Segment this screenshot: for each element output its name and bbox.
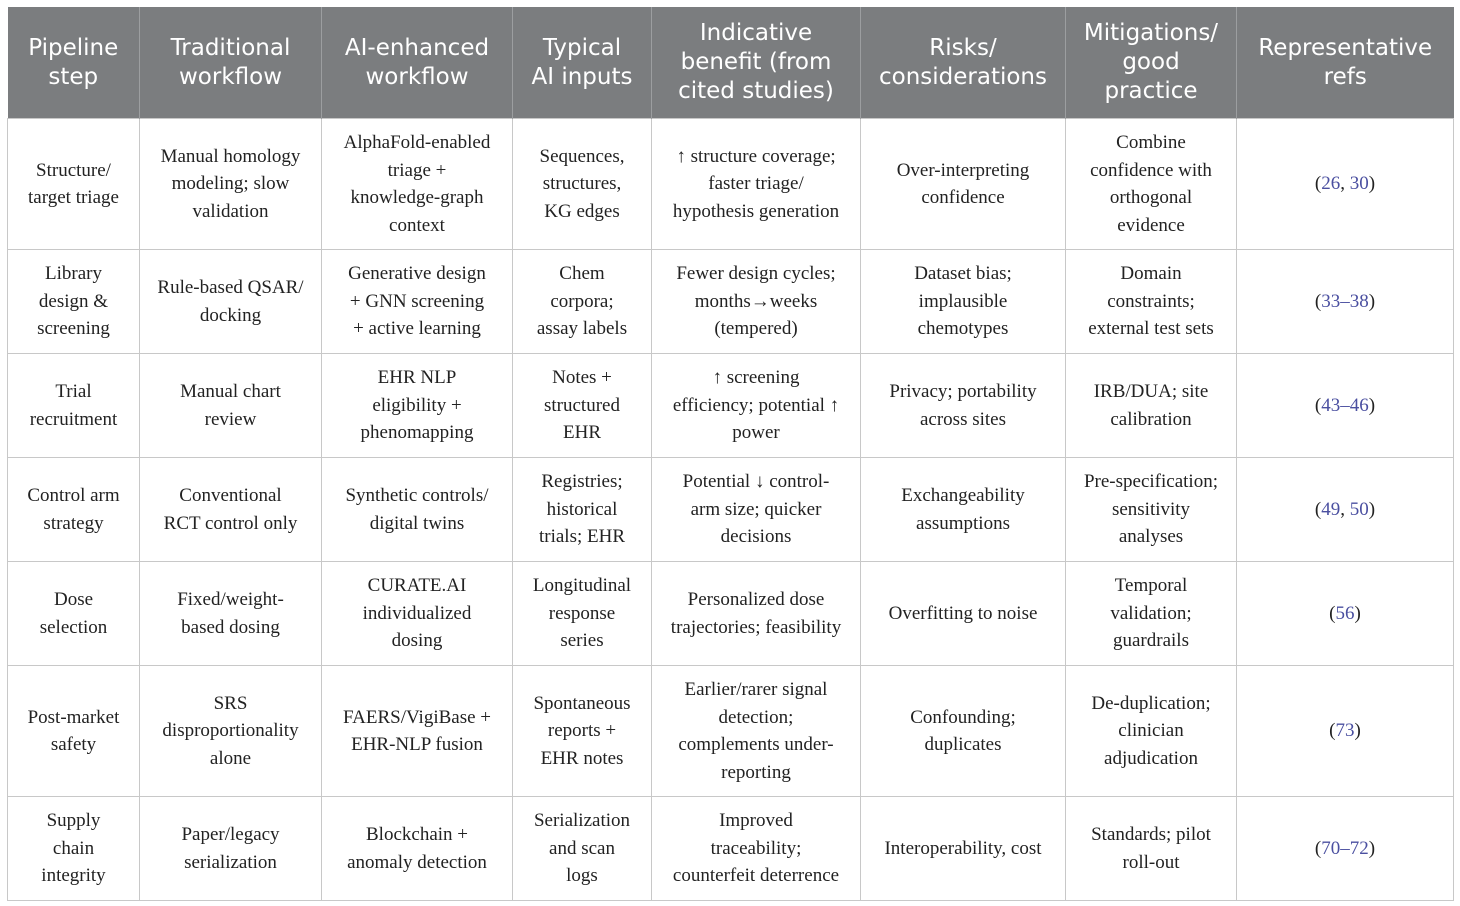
cell-line: months→weeks <box>694 290 818 312</box>
cell-line: external test sets <box>1088 318 1214 340</box>
cell-line: review <box>204 408 257 430</box>
reference-link[interactable]: 30 <box>1349 173 1369 195</box>
cell-line: + active learning <box>353 318 481 340</box>
table-cell-pipeline-step <box>8 562 140 666</box>
cell-line: structures, <box>542 173 622 195</box>
table-cell-typical-ai-inputs <box>513 666 652 797</box>
cell-line: ↑ screening <box>712 367 800 389</box>
table-cell-typical-ai-inputs <box>513 562 652 666</box>
table-cell-representative-refs <box>1237 119 1454 250</box>
reference-punctuation: ( <box>1314 290 1322 312</box>
cell-line: corpora; <box>550 290 614 312</box>
table-row <box>8 797 1454 901</box>
cell-line: KG edges <box>544 200 620 222</box>
cell-line: individualized <box>362 602 472 624</box>
cell-line: Earlier/rarer signal <box>684 679 828 700</box>
header-line: workflow <box>178 63 283 90</box>
table-row <box>8 562 1454 666</box>
cell-line: EHR notes <box>540 747 624 769</box>
table-cell-representative-refs <box>1237 458 1454 562</box>
header-line: practice <box>1104 78 1198 104</box>
reference-punctuation: , <box>1340 498 1350 520</box>
table-cell-traditional-workflow <box>140 119 322 250</box>
cell-line: Supply <box>46 810 101 832</box>
cell-line: Potential ↓ control- <box>682 471 830 493</box>
cell-line: AlphaFold-enabled <box>343 132 491 153</box>
table-row <box>8 119 1454 250</box>
cell-line: validation <box>192 200 269 222</box>
cell-line: Trial <box>55 381 92 402</box>
cell-line: Overfitting to noise <box>888 602 1038 624</box>
reference-punctuation: ) <box>1368 837 1376 859</box>
cell-line: evidence <box>1117 214 1185 236</box>
table-cell-traditional-workflow <box>140 458 322 562</box>
cell-line: CURATE.AI <box>367 575 467 597</box>
cell-line: traceability; <box>710 837 802 859</box>
cell-line: Confounding; <box>910 706 1016 728</box>
table-cell-pipeline-step <box>8 458 140 562</box>
cell-line: recruitment <box>29 408 118 430</box>
cell-line: chemotypes <box>917 318 1009 340</box>
cell-line: Exchangeability <box>901 485 1025 506</box>
cell-line: implausible <box>918 290 1008 312</box>
header-line: Risks/ <box>929 34 997 61</box>
cell-line: counterfeit deterrence <box>672 865 840 887</box>
cell-line: historical <box>546 498 618 520</box>
cell-line: Over-interpreting <box>896 159 1030 181</box>
cell-line: decisions <box>720 526 792 548</box>
cell-line: (tempered) <box>714 318 798 340</box>
cell-line: Control arm <box>27 485 120 506</box>
cell-line: complements under- <box>678 734 834 755</box>
header-line: Mitigations/ <box>1083 20 1219 46</box>
cell-line: EHR <box>563 422 601 444</box>
reference-punctuation: ) <box>1354 720 1361 742</box>
table-cell-indicative-benefit <box>652 666 861 797</box>
table-cell-indicative-benefit <box>652 354 861 458</box>
cell-line: constraints; <box>1107 290 1195 312</box>
cell-line: knowledge-graph <box>350 187 484 208</box>
column-header-risks-considerations <box>861 7 1066 119</box>
table-cell-risks-considerations <box>861 119 1066 250</box>
cell-line: Domain <box>1120 263 1182 285</box>
table-row <box>8 666 1454 797</box>
cell-line: phenomapping <box>360 422 474 444</box>
cell-line: Sequences, <box>539 145 625 167</box>
cell-line: Registries; <box>541 471 623 493</box>
cell-line: assumptions <box>916 512 1010 534</box>
header-line: cited studies) <box>678 78 834 104</box>
table-cell-traditional-workflow <box>140 666 322 797</box>
table-cell-pipeline-step <box>8 354 140 458</box>
table-cell-traditional-workflow <box>140 797 322 901</box>
cell-line: dosing <box>391 630 443 652</box>
cell-line: confidence <box>921 187 1005 208</box>
table-cell-ai-enhanced-workflow <box>322 250 513 354</box>
cell-line: Temporal <box>1114 575 1188 597</box>
cell-line: across sites <box>919 408 1006 430</box>
cell-line: Rule-based QSAR/ <box>157 277 304 298</box>
cell-line: Manual homology <box>160 145 301 167</box>
cell-line: Fewer design cycles; <box>676 263 836 285</box>
table-cell-indicative-benefit <box>652 562 861 666</box>
table-cell-risks-considerations <box>861 666 1066 797</box>
cell-line: faster triage/ <box>708 173 804 195</box>
cell-line: clinician <box>1118 720 1184 742</box>
cell-line: SRS <box>213 692 248 714</box>
cell-line: Fixed/weight- <box>177 589 284 610</box>
cell-line: roll-out <box>1122 851 1180 873</box>
cell-line: and scan <box>549 837 615 859</box>
cell-line: eligibility + <box>372 394 462 416</box>
table-cell-representative-refs <box>1237 250 1454 354</box>
column-header-typical-ai-inputs <box>513 7 652 119</box>
column-header-representative-refs <box>1237 7 1454 119</box>
cell-line: + GNN screening <box>349 290 485 312</box>
table-cell-traditional-workflow <box>140 354 322 458</box>
cell-line: Paper/legacy <box>181 824 280 845</box>
cell-line: orthogonal <box>1109 187 1193 208</box>
cell-line: Structure/ <box>36 159 111 181</box>
table-cell-mitigations-good-practice <box>1066 250 1237 354</box>
table-cell-typical-ai-inputs <box>513 458 652 562</box>
header-line: good <box>1122 49 1180 75</box>
table-cell-mitigations-good-practice <box>1066 666 1237 797</box>
cell-line: triage + <box>387 159 447 181</box>
cell-line: IRB/DUA; site <box>1093 381 1209 402</box>
cell-line: safety <box>50 734 97 755</box>
cell-line: Privacy; portability <box>889 381 1037 402</box>
cell-line: EHR NLP <box>377 367 457 389</box>
reference-link[interactable]: 43–46 <box>1321 394 1369 416</box>
cell-line: assay labels <box>536 318 628 340</box>
reference-punctuation: ) <box>1368 173 1376 195</box>
cell-line: De-duplication; <box>1091 692 1211 714</box>
reference-punctuation: ) <box>1354 602 1361 624</box>
cell-line: Dataset bias; <box>914 263 1012 285</box>
cell-line: strategy <box>43 512 104 534</box>
header-line: step <box>48 63 99 90</box>
column-header-ai-enhanced-workflow <box>322 7 513 119</box>
cell-line: Synthetic controls/ <box>345 485 489 506</box>
cell-line: duplicates <box>924 734 1002 755</box>
table-cell-mitigations-good-practice <box>1066 119 1237 250</box>
table-cell-mitigations-good-practice <box>1066 458 1237 562</box>
cell-line: disproportionality <box>162 720 299 742</box>
reference-punctuation: ( <box>1314 173 1322 195</box>
table-cell-ai-enhanced-workflow <box>322 354 513 458</box>
cell-line: docking <box>199 304 262 326</box>
cell-line: Longitudinal <box>532 575 632 597</box>
cell-line: Post-market <box>27 706 120 728</box>
table-row <box>8 250 1454 354</box>
reference-link[interactable]: 33–38 <box>1321 290 1369 312</box>
cell-line: selection <box>39 616 108 638</box>
reference-punctuation: ) <box>1368 290 1376 312</box>
table-cell-indicative-benefit <box>652 250 861 354</box>
table-cell-indicative-benefit <box>652 458 861 562</box>
reference-punctuation: ( <box>1314 837 1322 859</box>
cell-line: Chem <box>559 263 605 285</box>
cell-line: Combine <box>1116 132 1186 153</box>
cell-line: guardrails <box>1113 630 1189 652</box>
cell-line: Library <box>45 263 102 285</box>
header-line: considerations <box>878 63 1047 90</box>
reference-link[interactable]: 73 <box>1335 720 1355 742</box>
cell-line: integrity <box>41 865 106 887</box>
table-cell-indicative-benefit <box>652 797 861 901</box>
reference-punctuation: ( <box>1314 394 1322 416</box>
cell-line: reporting <box>721 761 791 783</box>
table-cell-ai-enhanced-workflow <box>322 666 513 797</box>
reference-punctuation: ( <box>1329 720 1336 742</box>
header-line: benefit (from <box>680 49 832 75</box>
cell-line: serialization <box>184 851 277 873</box>
header-line: refs <box>1323 63 1367 90</box>
cell-line: based dosing <box>181 616 280 638</box>
cell-line: Notes + <box>552 367 612 389</box>
cell-line: Conventional <box>179 485 282 506</box>
table-cell-traditional-workflow <box>140 250 322 354</box>
table-row <box>8 458 1454 562</box>
cell-line: FAERS/VigiBase + <box>342 706 492 728</box>
cell-line: screening <box>37 318 110 340</box>
header-line: Indicative <box>699 20 813 46</box>
cell-line: reports + <box>547 720 617 742</box>
table-cell-risks-considerations <box>861 458 1066 562</box>
table-cell-risks-considerations <box>861 562 1066 666</box>
header-line: Pipeline <box>28 34 119 61</box>
cell-line: detection; <box>718 706 794 728</box>
table-cell-pipeline-step <box>8 666 140 797</box>
cell-line: RCT control only <box>163 512 298 534</box>
column-header-mitigations-good-practice <box>1066 7 1237 119</box>
table-cell-risks-considerations <box>861 797 1066 901</box>
reference-punctuation: ( <box>1314 498 1322 520</box>
cell-line: calibration <box>1110 408 1192 430</box>
table-cell-pipeline-step <box>8 250 140 354</box>
table-cell-mitigations-good-practice <box>1066 354 1237 458</box>
reference-link[interactable]: 50 <box>1349 498 1369 520</box>
cell-line: Interoperability, cost <box>884 837 1042 859</box>
table-cell-representative-refs <box>1237 354 1454 458</box>
cell-line: target triage <box>28 187 119 208</box>
table-cell-ai-enhanced-workflow <box>322 458 513 562</box>
table-cell-risks-considerations <box>861 250 1066 354</box>
table-cell-ai-enhanced-workflow <box>322 797 513 901</box>
reference-link[interactable]: 26 <box>1321 173 1341 195</box>
table-cell-typical-ai-inputs <box>513 250 652 354</box>
table-cell-ai-enhanced-workflow <box>322 562 513 666</box>
cell-line: logs <box>566 865 598 887</box>
cell-line: efficiency; potential ↑ <box>672 394 840 416</box>
cell-line: Serialization <box>533 810 631 832</box>
reference-link[interactable]: 70–72 <box>1321 837 1369 859</box>
table-cell-traditional-workflow <box>140 562 322 666</box>
table-cell-representative-refs <box>1237 666 1454 797</box>
cell-line: anomaly detection <box>347 851 487 873</box>
cell-line: ↑ structure coverage; <box>676 145 836 167</box>
cell-line: Spontaneous <box>533 692 631 714</box>
cell-line: alone <box>209 747 252 769</box>
cell-line: arm size; quicker <box>690 498 822 520</box>
cell-line: Pre-specification; <box>1083 471 1218 493</box>
reference-punctuation: ( <box>1329 602 1336 624</box>
cell-line: digital twins <box>369 512 465 534</box>
ai-pipeline-table <box>7 7 1454 901</box>
cell-line: analyses <box>1118 526 1184 548</box>
table-cell-typical-ai-inputs <box>513 354 652 458</box>
cell-line: Manual chart <box>180 381 281 402</box>
header-line: AI-enhanced <box>344 34 490 61</box>
table-cell-pipeline-step <box>8 119 140 250</box>
cell-line: trajectories; feasibility <box>670 616 842 638</box>
cell-line: EHR-NLP fusion <box>351 734 483 755</box>
header-line: AI inputs <box>531 63 633 90</box>
cell-line: Improved <box>719 810 793 832</box>
table-cell-representative-refs <box>1237 562 1454 666</box>
table-cell-mitigations-good-practice <box>1066 797 1237 901</box>
cell-line: chain <box>52 837 95 859</box>
table-cell-representative-refs <box>1237 797 1454 901</box>
cell-line: Standards; pilot <box>1091 824 1211 845</box>
table-body <box>8 119 1454 901</box>
table-container <box>7 7 1454 901</box>
column-header-indicative-benefit <box>652 7 861 119</box>
reference-link[interactable]: 49 <box>1321 498 1341 520</box>
table-cell-risks-considerations <box>861 354 1066 458</box>
table-cell-indicative-benefit <box>652 119 861 250</box>
table-cell-ai-enhanced-workflow <box>322 119 513 250</box>
column-header-pipeline-step <box>8 7 140 119</box>
cell-line: validation; <box>1110 602 1192 624</box>
cell-line: modeling; slow <box>171 173 290 195</box>
table-cell-mitigations-good-practice <box>1066 562 1237 666</box>
reference-punctuation: ) <box>1368 498 1376 520</box>
header-line: workflow <box>365 63 469 90</box>
header-line: Traditional <box>170 34 291 61</box>
table-cell-typical-ai-inputs <box>513 119 652 250</box>
cell-line: Dose <box>53 589 94 610</box>
cell-line: Generative design <box>348 263 486 285</box>
cell-line: series <box>560 630 604 652</box>
cell-line: Blockchain + <box>366 824 468 845</box>
column-header-traditional-workflow <box>140 7 322 119</box>
cell-line: confidence with <box>1090 159 1212 181</box>
cell-line: design & <box>38 290 109 312</box>
cell-line: structured <box>544 394 620 416</box>
cell-line: adjudication <box>1104 747 1198 769</box>
table-row <box>8 354 1454 458</box>
table-cell-typical-ai-inputs <box>513 797 652 901</box>
table-cell-pipeline-step <box>8 797 140 901</box>
cell-line: response <box>548 602 616 624</box>
cell-line: power <box>732 422 780 444</box>
cell-line: trials; EHR <box>538 526 626 548</box>
reference-punctuation: , <box>1340 173 1350 195</box>
cell-line: hypothesis generation <box>672 200 840 222</box>
header-line: Typical <box>542 34 622 61</box>
header-row <box>8 7 1454 119</box>
cell-line: Personalized dose <box>687 589 825 610</box>
reference-link[interactable]: 56 <box>1335 602 1355 624</box>
header-line: Representative <box>1258 34 1433 61</box>
cell-line: context <box>389 214 445 236</box>
reference-punctuation: ) <box>1368 394 1376 416</box>
cell-line: sensitivity <box>1111 498 1191 520</box>
